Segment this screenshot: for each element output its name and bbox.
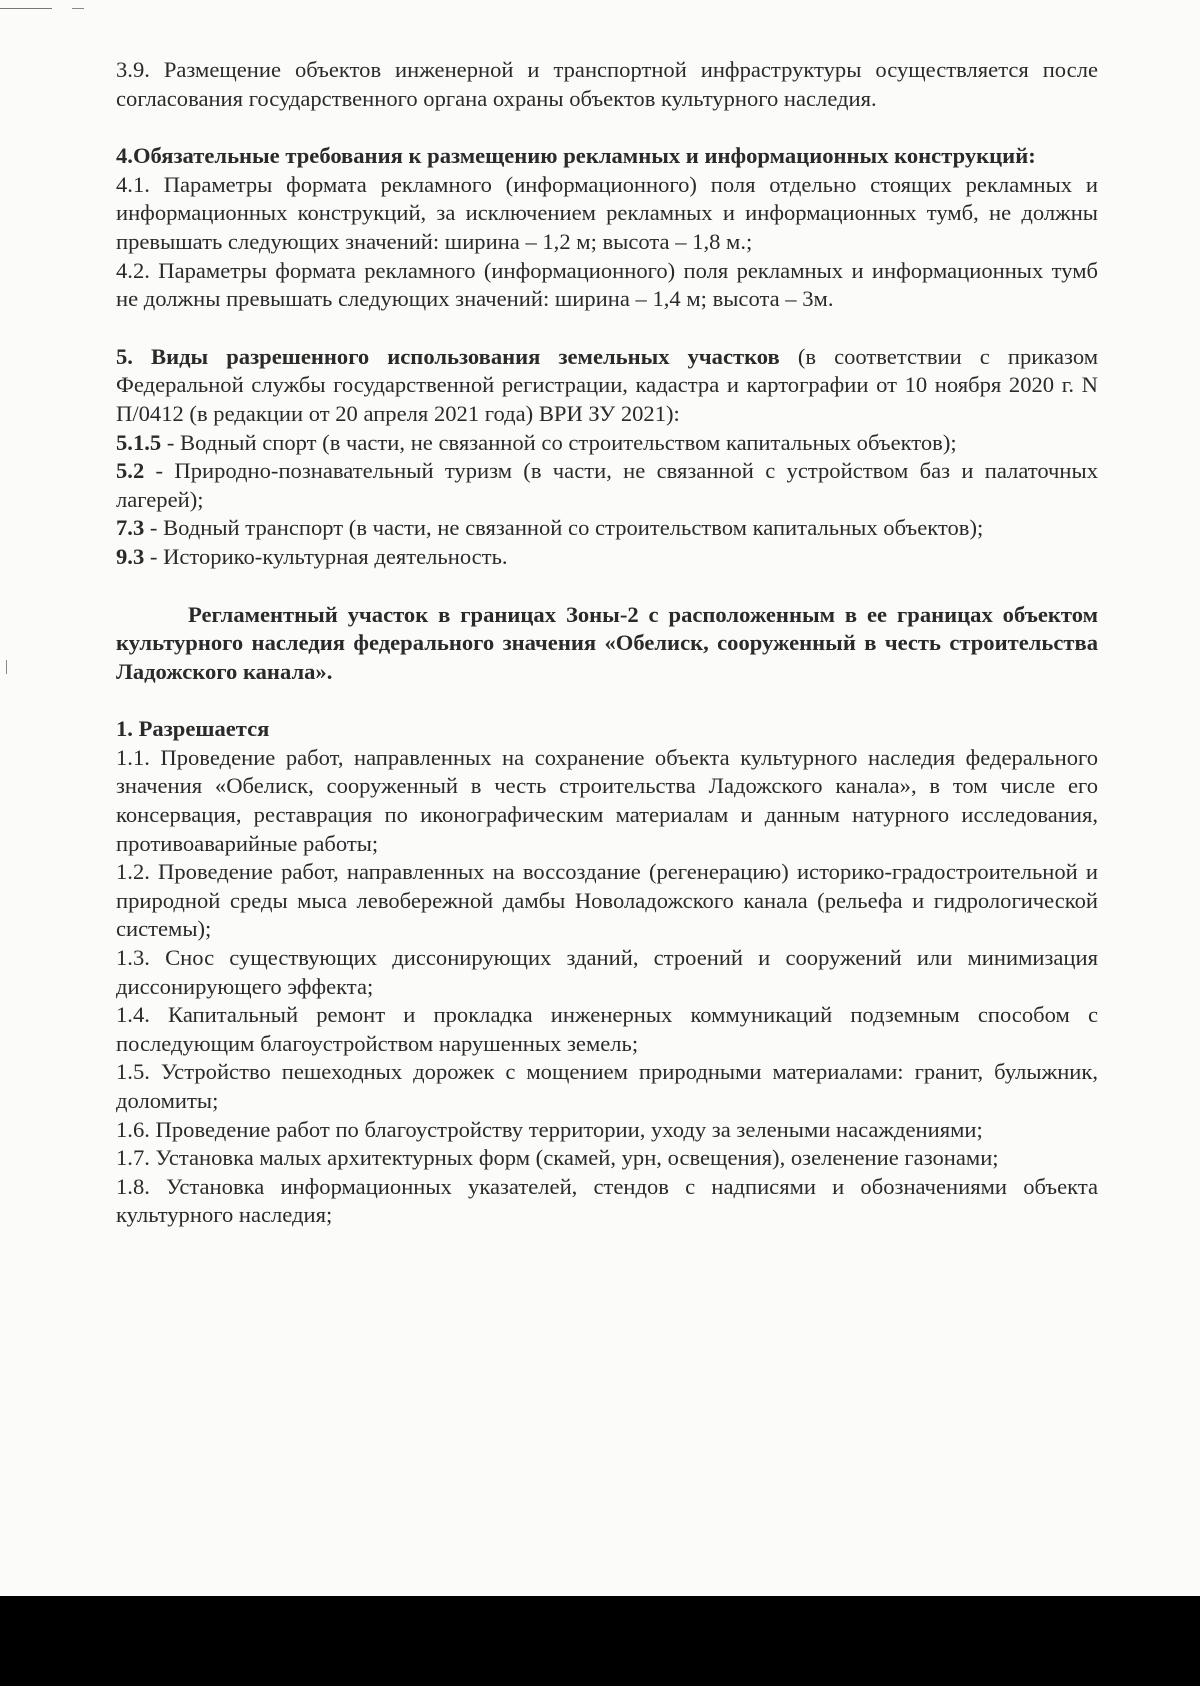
paragraph-4-1: 4.1. Параметры формата рекламного (информационного) поля отдельно стоящих рекламных и информационных конструкций, за исключением рекламных и информационных тумб, не должны превышать следующих значений: ширина – 1,2 м; высота – 1,8 м.;: [116, 171, 1098, 254]
zone-2-title: Регламентный участок в границах Зоны-2 с расположенным в ее границах объектом культурного наследия федерального значения «Обелиск, сооруженный в честь строительства Ладожского канала».: [116, 601, 1098, 684]
paragraph-4-2: 4.2. Параметры формата рекламного (информационного) поля рекламных и информационных тумб не должны превышать следующих значений: ширина – 1,4 м; высота – 3м.: [116, 257, 1098, 312]
use-item: [116, 543, 1098, 572]
scan-edge-line: [0, 8, 52, 9]
section-5-paragraph: [116, 343, 1098, 429]
use-code: 5.1.5: [116, 429, 162, 455]
use-text: - Историко-культурная деятельность.: [144, 543, 508, 569]
allowed-item-1-1: 1.1. Проведение работ, направленных на сохранение объекта культурного наследия федерального значения «Обелиск, сооруженный в честь строительства Ладожского канала», в том числе его консервация, реставрация по иконографическим материалам и данным натурного исследования, противоаварийные работы;: [116, 744, 1098, 856]
section-5-heading: 5. Виды разрешенного использования земельных участков: [116, 343, 780, 369]
use-item: [116, 457, 1098, 514]
use-code: 9.3: [116, 543, 145, 569]
allowed-item-1-4: 1.4. Капитальный ремонт и прокладка инженерных коммуникаций подземным способом с последующим благоустройством нарушенных земель;: [116, 1002, 1098, 1056]
use-text: - Природно-познавательный туризм (в части, не связанной с устройством баз и палаточных лагерей);: [116, 458, 1098, 512]
use-text: - Водный транспорт (в части, не связанной со строительством капитальных объектов);: [144, 515, 984, 541]
use-item: [116, 429, 1098, 458]
allowed-item-1-6: 1.6. Проведение работ по благоустройству территории, уходу за зелеными насаждениями;: [116, 1116, 983, 1142]
allowed-item-1-8: 1.8. Установка информационных указателей, стендов с надписями и обозначениями объекта культурного наследия;: [116, 1173, 1098, 1228]
section-4-heading: 4.Обязательные требования к размещению рекламных и информационных конструкций:: [116, 143, 1036, 169]
paragraph-3-9: 3.9. Размещение объектов инженерной и транспортной инфраструктуры осуществляется после согласования государственного органа охраны объектов культурного наследия.: [116, 57, 1098, 111]
scan-edge-tick: [6, 660, 7, 674]
use-code: 7.3: [116, 515, 145, 541]
document-body: [116, 56, 1098, 1230]
allowed-item-1-5: 1.5. Устройство пешеходных дорожек с мощением природными материалами: гранит, булыжник, доломиты;: [116, 1059, 1098, 1113]
use-code: 5.2: [116, 458, 145, 484]
allowed-item-1-7: 1.7. Установка малых архитектурных форм (скамей, урн, освещения), озеленение газонами;: [116, 1145, 999, 1171]
scan-black-border: [0, 1596, 1200, 1686]
allowed-item-1-3: 1.3. Снос существующих диссонирующих зданий, строений и сооружений или минимизация диссонирующего эффекта;: [116, 945, 1098, 999]
use-text: - Водный спорт (в части, не связанной со строительством капитальных объектов);: [161, 429, 957, 455]
use-item: [116, 514, 1098, 543]
scan-edge-dash: [72, 8, 84, 9]
allowed-heading: 1. Разрешается: [116, 716, 270, 742]
allowed-item-1-2: 1.2. Проведение работ, направленных на воссоздание (регенерацию) историко-градостроительной и природной среды мыса левобережной дамбы Новоладожского канала (рельефа и гидрологической системы);: [116, 859, 1098, 942]
section-5-text: (в соответствии с приказом Федеральной службы государственной регистрации, кадастра и картографии от 10 ноября 2020 г. N П/0412 (в редакции от 20 апреля 2021 года) ВРИ ЗУ 2021):: [116, 343, 1098, 426]
